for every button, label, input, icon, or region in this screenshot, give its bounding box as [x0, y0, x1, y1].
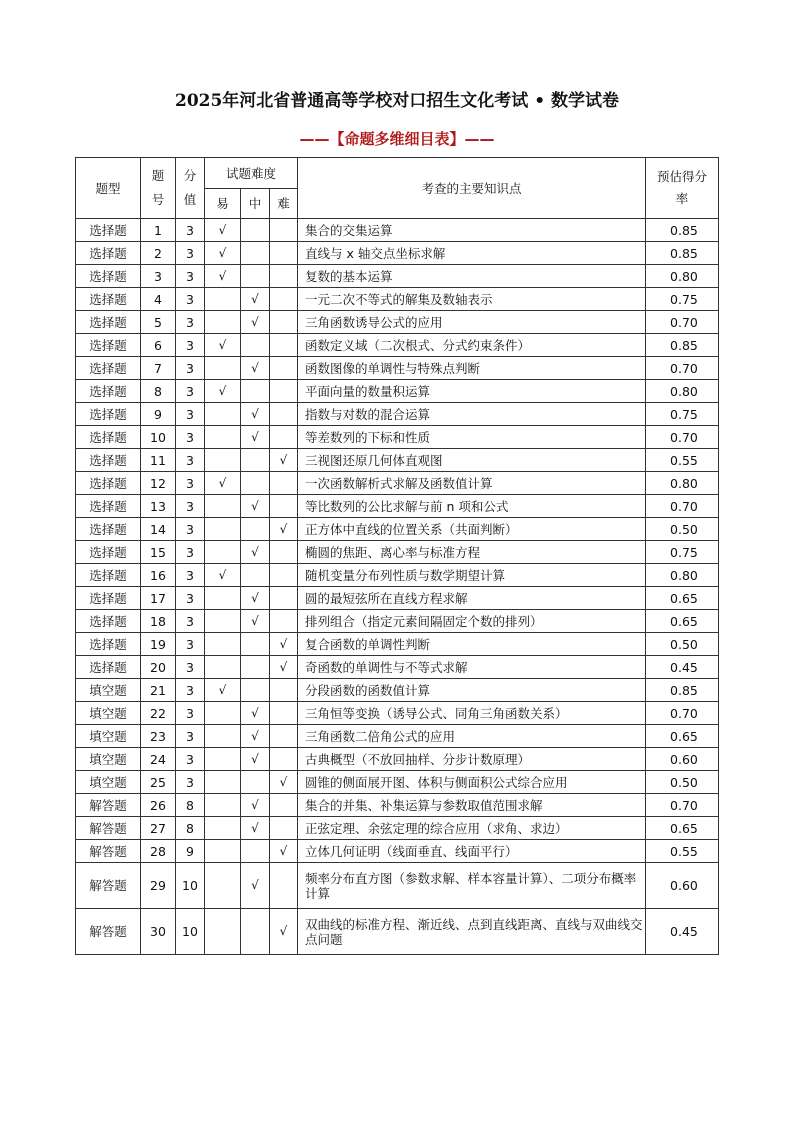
cell-medium: √	[241, 748, 270, 771]
cell-medium	[241, 679, 270, 702]
cell-score: 10	[176, 909, 205, 955]
cell-num: 28	[141, 840, 176, 863]
cell-num: 6	[141, 334, 176, 357]
cell-type: 选择题	[76, 472, 141, 495]
table-row	[76, 679, 719, 702]
cell-hard	[270, 541, 298, 564]
cell-type: 选择题	[76, 656, 141, 679]
cell-topic: 指数与对数的混合运算	[298, 403, 646, 426]
cell-hard	[270, 311, 298, 334]
cell-rate: 0.85	[646, 242, 719, 265]
header-type: 题型	[76, 158, 141, 219]
cell-rate: 0.50	[646, 518, 719, 541]
table-row	[76, 334, 719, 357]
cell-easy	[205, 357, 241, 380]
cell-medium	[241, 242, 270, 265]
cell-num: 3	[141, 265, 176, 288]
cell-medium: √	[241, 863, 270, 909]
table-row	[76, 840, 719, 863]
cell-score: 3	[176, 518, 205, 541]
cell-type: 选择题	[76, 587, 141, 610]
cell-num: 27	[141, 817, 176, 840]
cell-rate: 0.50	[646, 771, 719, 794]
cell-score: 3	[176, 311, 205, 334]
cell-easy: √	[205, 380, 241, 403]
cell-type: 填空题	[76, 725, 141, 748]
cell-topic: 等比数列的公比求解与前 n 项和公式	[298, 495, 646, 518]
cell-medium	[241, 518, 270, 541]
table-row	[76, 403, 719, 426]
cell-score: 3	[176, 265, 205, 288]
header-topic: 考查的主要知识点	[298, 158, 646, 219]
cell-topic: 正方体中直线的位置关系（共面判断）	[298, 518, 646, 541]
cell-medium: √	[241, 702, 270, 725]
cell-score: 3	[176, 725, 205, 748]
cell-hard	[270, 794, 298, 817]
cell-type: 选择题	[76, 219, 141, 242]
cell-rate: 0.70	[646, 311, 719, 334]
table-row	[76, 472, 719, 495]
cell-type: 解答题	[76, 794, 141, 817]
cell-topic: 函数定义域（二次根式、分式约束条件）	[298, 334, 646, 357]
cell-score: 3	[176, 242, 205, 265]
table-row	[76, 495, 719, 518]
cell-topic: 直线与 x 轴交点坐标求解	[298, 242, 646, 265]
cell-topic: 一次函数解析式求解及函数值计算	[298, 472, 646, 495]
cell-num: 29	[141, 863, 176, 909]
cell-rate: 0.80	[646, 380, 719, 403]
cell-score: 3	[176, 357, 205, 380]
cell-num: 19	[141, 633, 176, 656]
cell-hard: √	[270, 840, 298, 863]
table-row	[76, 863, 719, 909]
cell-num: 1	[141, 219, 176, 242]
cell-medium	[241, 219, 270, 242]
cell-easy	[205, 426, 241, 449]
cell-num: 14	[141, 518, 176, 541]
cell-rate: 0.85	[646, 334, 719, 357]
header-easy: 易	[205, 189, 241, 219]
spec-table	[75, 157, 719, 955]
cell-medium	[241, 265, 270, 288]
table-row	[76, 518, 719, 541]
cell-medium	[241, 771, 270, 794]
table-row	[76, 587, 719, 610]
cell-easy	[205, 840, 241, 863]
cell-num: 30	[141, 909, 176, 955]
cell-rate: 0.50	[646, 633, 719, 656]
cell-num: 7	[141, 357, 176, 380]
cell-medium: √	[241, 610, 270, 633]
cell-hard	[270, 380, 298, 403]
table-row	[76, 288, 719, 311]
table-row	[76, 748, 719, 771]
cell-medium: √	[241, 311, 270, 334]
cell-easy	[205, 656, 241, 679]
cell-hard	[270, 426, 298, 449]
cell-num: 9	[141, 403, 176, 426]
cell-hard: √	[270, 449, 298, 472]
cell-easy: √	[205, 334, 241, 357]
cell-easy: √	[205, 679, 241, 702]
table-row	[76, 794, 719, 817]
cell-topic: 排列组合（指定元素间隔固定个数的排列）	[298, 610, 646, 633]
cell-hard	[270, 748, 298, 771]
cell-score: 3	[176, 771, 205, 794]
cell-type: 选择题	[76, 633, 141, 656]
cell-topic: 复合函数的单调性判断	[298, 633, 646, 656]
cell-medium	[241, 564, 270, 587]
cell-num: 22	[141, 702, 176, 725]
table-body	[76, 219, 719, 955]
cell-score: 8	[176, 794, 205, 817]
cell-medium	[241, 909, 270, 955]
cell-num: 4	[141, 288, 176, 311]
cell-medium	[241, 472, 270, 495]
cell-medium: √	[241, 403, 270, 426]
cell-score: 3	[176, 449, 205, 472]
cell-score: 3	[176, 219, 205, 242]
cell-topic: 三角函数诱导公式的应用	[298, 311, 646, 334]
header-num-text: 题号	[151, 168, 165, 207]
cell-score: 3	[176, 380, 205, 403]
cell-medium	[241, 449, 270, 472]
cell-num: 23	[141, 725, 176, 748]
cell-topic: 频率分布直方图（参数求解、样本容量计算）、二项分布概率计算	[298, 863, 646, 909]
cell-type: 填空题	[76, 679, 141, 702]
cell-hard	[270, 679, 298, 702]
cell-type: 解答题	[76, 863, 141, 909]
cell-topic: 函数图像的单调性与特殊点判断	[298, 357, 646, 380]
cell-score: 3	[176, 610, 205, 633]
cell-topic: 平面向量的数量积运算	[298, 380, 646, 403]
cell-medium	[241, 633, 270, 656]
cell-num: 10	[141, 426, 176, 449]
table-row	[76, 564, 719, 587]
cell-num: 25	[141, 771, 176, 794]
cell-rate: 0.75	[646, 403, 719, 426]
cell-easy	[205, 725, 241, 748]
table-row	[76, 265, 719, 288]
cell-easy	[205, 748, 241, 771]
cell-easy	[205, 794, 241, 817]
cell-num: 8	[141, 380, 176, 403]
cell-easy	[205, 541, 241, 564]
cell-medium: √	[241, 541, 270, 564]
cell-score: 3	[176, 587, 205, 610]
cell-hard	[270, 334, 298, 357]
cell-topic: 分段函数的函数值计算	[298, 679, 646, 702]
cell-hard: √	[270, 656, 298, 679]
cell-topic: 等差数列的下标和性质	[298, 426, 646, 449]
header-rate	[646, 158, 719, 219]
cell-easy	[205, 610, 241, 633]
cell-easy: √	[205, 265, 241, 288]
cell-easy: √	[205, 242, 241, 265]
cell-num: 21	[141, 679, 176, 702]
cell-type: 选择题	[76, 518, 141, 541]
cell-type: 选择题	[76, 610, 141, 633]
cell-topic: 复数的基本运算	[298, 265, 646, 288]
cell-rate: 0.70	[646, 702, 719, 725]
cell-type: 填空题	[76, 748, 141, 771]
cell-topic: 随机变量分布列性质与数学期望计算	[298, 564, 646, 587]
cell-rate: 0.75	[646, 541, 719, 564]
cell-type: 选择题	[76, 357, 141, 380]
cell-topic: 圆锥的侧面展开图、体积与侧面积公式综合应用	[298, 771, 646, 794]
cell-hard: √	[270, 633, 298, 656]
cell-hard	[270, 288, 298, 311]
cell-hard	[270, 564, 298, 587]
cell-score: 9	[176, 840, 205, 863]
cell-rate: 0.55	[646, 840, 719, 863]
header-num	[141, 158, 176, 219]
cell-hard	[270, 495, 298, 518]
cell-easy	[205, 863, 241, 909]
cell-type: 选择题	[76, 564, 141, 587]
header-hard: 难	[270, 189, 298, 219]
cell-easy: √	[205, 219, 241, 242]
cell-type: 选择题	[76, 380, 141, 403]
cell-rate: 0.70	[646, 426, 719, 449]
cell-topic: 古典概型（不放回抽样、分步计数原理）	[298, 748, 646, 771]
cell-medium: √	[241, 587, 270, 610]
cell-hard: √	[270, 909, 298, 955]
cell-score: 3	[176, 679, 205, 702]
cell-hard: √	[270, 771, 298, 794]
cell-easy	[205, 449, 241, 472]
table-row	[76, 610, 719, 633]
cell-score: 3	[176, 288, 205, 311]
cell-score: 10	[176, 863, 205, 909]
table-row	[76, 311, 719, 334]
cell-topic: 三角函数二倍角公式的应用	[298, 725, 646, 748]
cell-topic: 椭圆的焦距、离心率与标准方程	[298, 541, 646, 564]
cell-hard	[270, 242, 298, 265]
cell-hard	[270, 403, 298, 426]
table-row	[76, 449, 719, 472]
cell-rate: 0.60	[646, 863, 719, 909]
cell-hard	[270, 725, 298, 748]
cell-rate: 0.45	[646, 909, 719, 955]
cell-easy: √	[205, 472, 241, 495]
cell-easy	[205, 587, 241, 610]
cell-score: 8	[176, 817, 205, 840]
table-row	[76, 702, 719, 725]
cell-rate: 0.80	[646, 564, 719, 587]
cell-hard	[270, 472, 298, 495]
cell-score: 3	[176, 334, 205, 357]
header-difficulty: 试题难度	[205, 158, 298, 189]
cell-rate: 0.85	[646, 679, 719, 702]
cell-medium	[241, 334, 270, 357]
cell-easy	[205, 771, 241, 794]
cell-medium	[241, 380, 270, 403]
cell-topic: 双曲线的标准方程、渐近线、点到直线距离、直线与双曲线交点问题	[298, 909, 646, 955]
cell-num: 16	[141, 564, 176, 587]
header-medium: 中	[241, 189, 270, 219]
cell-rate: 0.75	[646, 288, 719, 311]
table-row	[76, 633, 719, 656]
cell-easy	[205, 288, 241, 311]
cell-type: 选择题	[76, 242, 141, 265]
cell-easy	[205, 817, 241, 840]
cell-score: 3	[176, 495, 205, 518]
cell-hard	[270, 357, 298, 380]
cell-rate: 0.65	[646, 817, 719, 840]
cell-topic: 正弦定理、余弦定理的综合应用（求角、求边）	[298, 817, 646, 840]
cell-rate: 0.70	[646, 495, 719, 518]
cell-score: 3	[176, 656, 205, 679]
cell-hard	[270, 265, 298, 288]
cell-num: 15	[141, 541, 176, 564]
cell-rate: 0.70	[646, 794, 719, 817]
cell-score: 3	[176, 564, 205, 587]
header-score	[176, 158, 205, 219]
cell-medium	[241, 840, 270, 863]
cell-topic: 三视图还原几何体直观图	[298, 449, 646, 472]
cell-hard	[270, 817, 298, 840]
table-row	[76, 817, 719, 840]
cell-medium: √	[241, 725, 270, 748]
cell-rate: 0.60	[646, 748, 719, 771]
cell-hard	[270, 702, 298, 725]
cell-topic: 集合的并集、补集运算与参数取值范围求解	[298, 794, 646, 817]
cell-num: 24	[141, 748, 176, 771]
document-subtitle: ——【命题多维细目表】——	[299, 130, 495, 148]
table-row	[76, 219, 719, 242]
cell-rate: 0.65	[646, 587, 719, 610]
cell-type: 填空题	[76, 771, 141, 794]
cell-type: 选择题	[76, 265, 141, 288]
cell-easy	[205, 702, 241, 725]
table-row	[76, 541, 719, 564]
cell-hard	[270, 863, 298, 909]
cell-medium: √	[241, 288, 270, 311]
cell-score: 3	[176, 702, 205, 725]
cell-type: 选择题	[76, 495, 141, 518]
table-row	[76, 909, 719, 955]
cell-rate: 0.70	[646, 357, 719, 380]
table-row	[76, 656, 719, 679]
cell-topic: 圆的最短弦所在直线方程求解	[298, 587, 646, 610]
cell-score: 3	[176, 748, 205, 771]
cell-rate: 0.85	[646, 219, 719, 242]
cell-score: 3	[176, 472, 205, 495]
cell-num: 17	[141, 587, 176, 610]
cell-topic: 集合的交集运算	[298, 219, 646, 242]
cell-medium: √	[241, 794, 270, 817]
cell-rate: 0.80	[646, 472, 719, 495]
cell-type: 选择题	[76, 426, 141, 449]
table-row	[76, 426, 719, 449]
table-row	[76, 357, 719, 380]
cell-num: 20	[141, 656, 176, 679]
cell-easy	[205, 909, 241, 955]
cell-score: 3	[176, 403, 205, 426]
document-title: 2025年河北省普通高等学校对口招生文化考试 • 数学试卷	[174, 91, 620, 111]
cell-num: 5	[141, 311, 176, 334]
cell-type: 选择题	[76, 541, 141, 564]
cell-rate: 0.80	[646, 265, 719, 288]
cell-hard	[270, 610, 298, 633]
cell-type: 选择题	[76, 403, 141, 426]
cell-medium: √	[241, 817, 270, 840]
cell-medium	[241, 656, 270, 679]
cell-type: 选择题	[76, 449, 141, 472]
cell-hard	[270, 587, 298, 610]
cell-easy	[205, 633, 241, 656]
cell-easy	[205, 495, 241, 518]
cell-easy: √	[205, 564, 241, 587]
cell-medium: √	[241, 426, 270, 449]
cell-type: 选择题	[76, 288, 141, 311]
cell-topic: 立体几何证明（线面垂直、线面平行）	[298, 840, 646, 863]
cell-score: 3	[176, 633, 205, 656]
cell-easy	[205, 518, 241, 541]
cell-medium: √	[241, 357, 270, 380]
table-row	[76, 242, 719, 265]
cell-score: 3	[176, 426, 205, 449]
cell-medium: √	[241, 495, 270, 518]
cell-topic: 奇函数的单调性与不等式求解	[298, 656, 646, 679]
cell-type: 解答题	[76, 909, 141, 955]
cell-num: 12	[141, 472, 176, 495]
cell-type: 选择题	[76, 311, 141, 334]
cell-type: 填空题	[76, 702, 141, 725]
cell-type: 解答题	[76, 840, 141, 863]
table-row	[76, 725, 719, 748]
cell-num: 2	[141, 242, 176, 265]
cell-easy	[205, 403, 241, 426]
cell-easy	[205, 311, 241, 334]
cell-num: 13	[141, 495, 176, 518]
header-rate-text: 预估得分率	[657, 169, 708, 206]
cell-topic: 一元二次不等式的解集及数轴表示	[298, 288, 646, 311]
cell-num: 11	[141, 449, 176, 472]
cell-rate: 0.65	[646, 610, 719, 633]
cell-hard: √	[270, 518, 298, 541]
cell-type: 选择题	[76, 334, 141, 357]
table-row	[76, 771, 719, 794]
cell-topic: 三角恒等变换（诱导公式、同角三角函数关系）	[298, 702, 646, 725]
cell-type: 解答题	[76, 817, 141, 840]
table-row	[76, 380, 719, 403]
cell-score: 3	[176, 541, 205, 564]
cell-rate: 0.45	[646, 656, 719, 679]
header-score-text: 分值	[183, 168, 197, 207]
cell-hard	[270, 219, 298, 242]
cell-rate: 0.65	[646, 725, 719, 748]
cell-num: 18	[141, 610, 176, 633]
cell-num: 26	[141, 794, 176, 817]
cell-rate: 0.55	[646, 449, 719, 472]
